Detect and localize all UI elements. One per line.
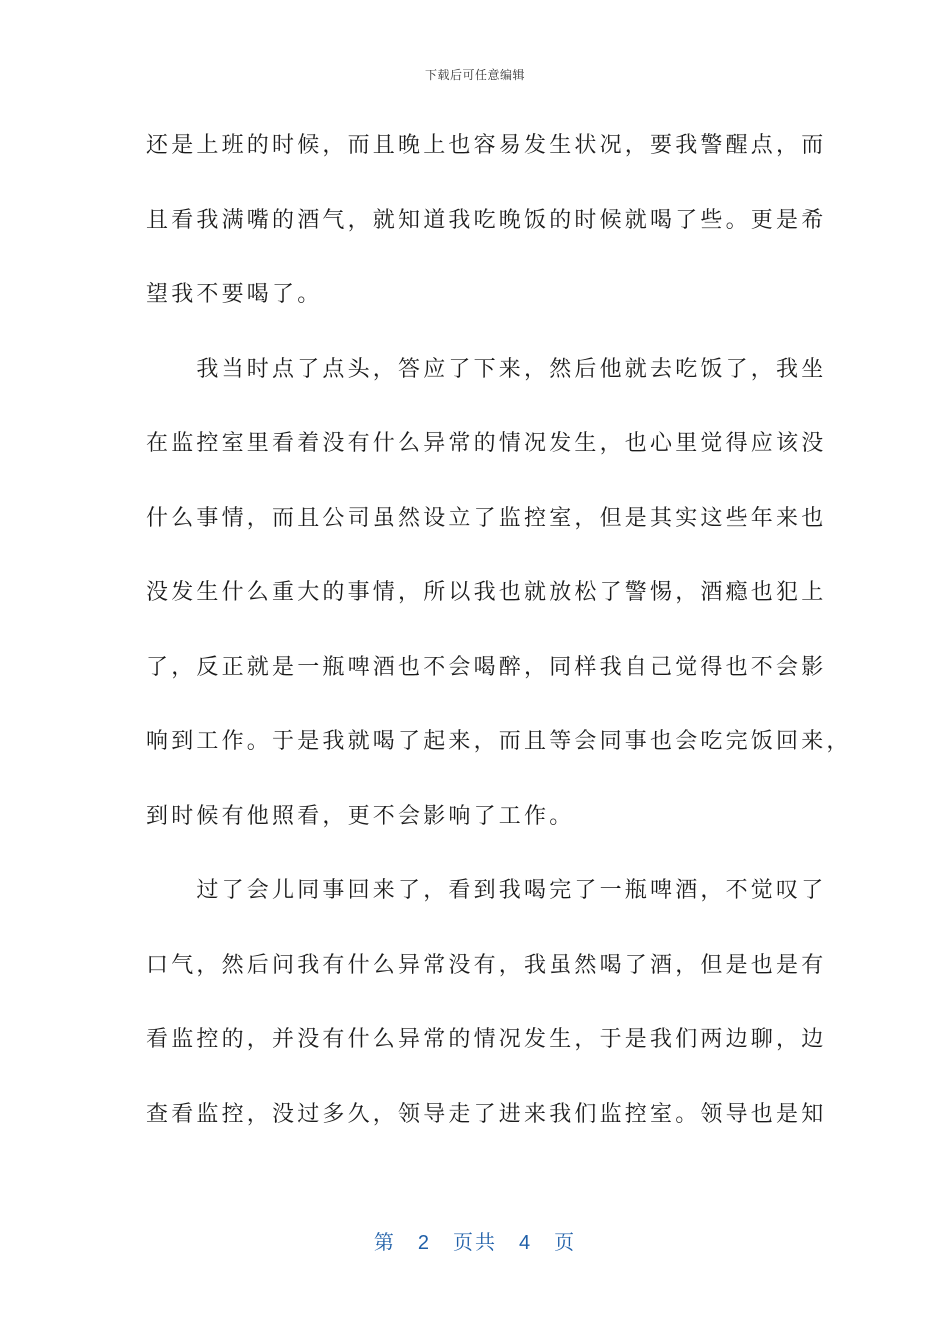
text-line: 看监控的，并没有什么异常的情况发生，于是我们两边聊，边 — [146, 1027, 827, 1052]
text-line: 没发生什么重大的事情，所以我也就放松了警惕，酒瘾也犯上 — [146, 580, 827, 605]
document-body — [146, 124, 852, 1167]
header-note: 下载后可任意编辑 — [424, 68, 525, 82]
text-line: 还是上班的时候，而且晚上也容易发生状况，要我警醒点，而 — [146, 133, 827, 158]
page-middle: 页共 — [453, 1230, 497, 1254]
text-line: 响到工作。于是我就喝了起来，而且等会同事也会吃完饭回来， — [146, 729, 852, 754]
total-page-number: 4 — [519, 1232, 533, 1254]
page-suffix: 页 — [554, 1230, 577, 1254]
text-line: 到时候有他照看，更不会影响了工作。 — [146, 803, 575, 829]
page-number-footer — [0, 1226, 950, 1255]
text-line: 什么事情，而且公司虽然设立了监控室，但是其实这些年来也 — [146, 505, 827, 531]
text-line: 我当时点了点头，答应了下来，然后他就去吃饭了，我坐 — [146, 356, 827, 382]
text-line: 在监控室里看着没有什么异常的情况发生，也心里觉得应该没 — [146, 431, 827, 456]
text-line: 查看监控，没过多久，领导走了进来我们监控室。领导也是知 — [146, 1101, 827, 1127]
text-line: 口气，然后问我有什么异常没有，我虽然喝了酒，但是也是有 — [146, 952, 827, 978]
text-line: 过了会儿同事回来了，看到我喝完了一瓶啤酒，不觉叹了 — [146, 878, 827, 903]
text-line: 望我不要喝了。 — [146, 282, 323, 307]
current-page-number: 2 — [417, 1232, 431, 1254]
text-line: 且看我满嘴的酒气，就知道我吃晚饭的时候就喝了些。更是希 — [146, 207, 827, 233]
page-prefix: 第 — [373, 1230, 396, 1254]
text-line: 了，反正就是一瓶啤酒也不会喝醉，同样我自己觉得也不会影 — [146, 654, 827, 680]
